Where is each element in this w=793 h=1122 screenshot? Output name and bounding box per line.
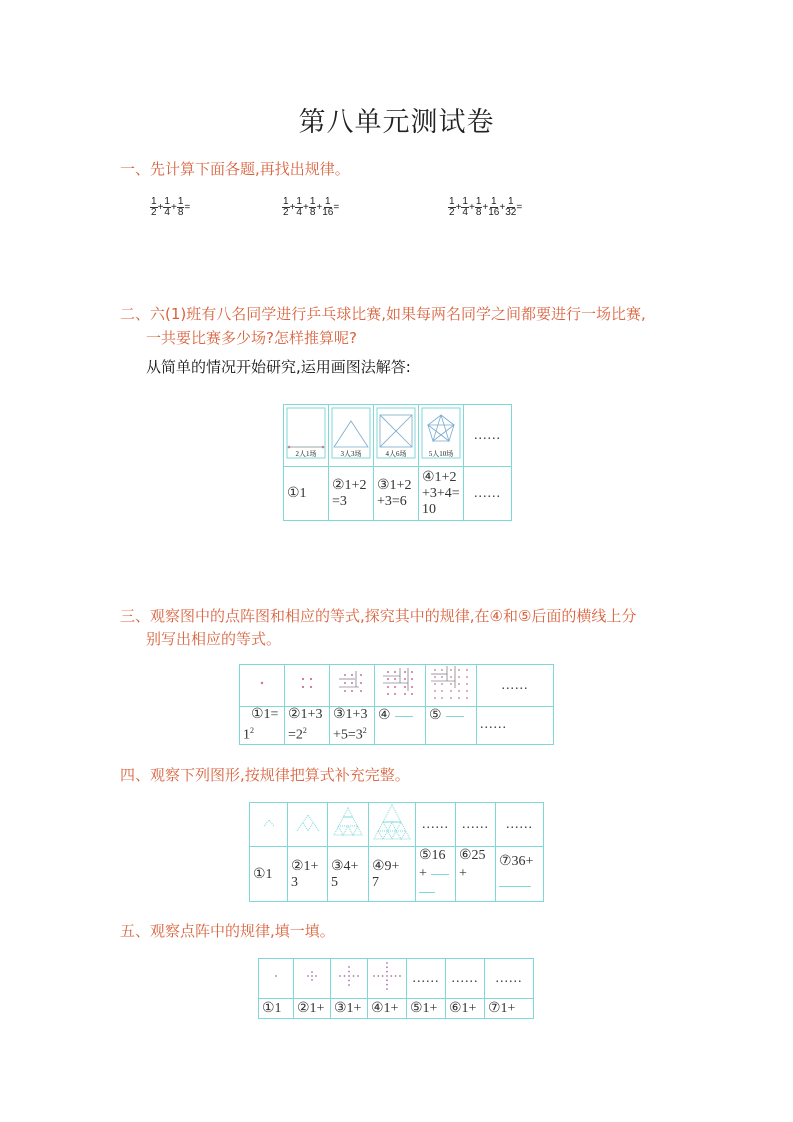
dot-pattern-icon: [429, 665, 473, 701]
fraction: $\frac{1}{2}$: [151, 196, 157, 218]
dot-cross-2: [294, 959, 331, 999]
svg-text:4人6场: 4人6场: [385, 450, 407, 458]
answer-blank[interactable]: [395, 715, 413, 717]
equation-cell-3: ③1+3 $+5=3^2$: [330, 707, 375, 745]
ellipsis-cell: ......: [496, 803, 544, 847]
fraction: $\frac{1}{4}$: [296, 196, 302, 218]
plus-sign: +: [170, 202, 177, 213]
plus-sign: +: [455, 202, 462, 213]
sum-cell-5[interactable]: ⑤16 +: [416, 847, 456, 902]
sum-cell-6[interactable]: ⑥25 +: [456, 847, 496, 902]
dot-cross-icon: [300, 964, 324, 988]
svg-text:3人3场: 3人3场: [340, 450, 362, 458]
dot-pattern-icon: [247, 668, 277, 698]
triangle-figure-4: [369, 803, 416, 847]
formula-3: [448, 197, 522, 218]
count-cell-4[interactable]: ④1+: [368, 999, 407, 1019]
question-4-heading: 四、观察下列图形,按规律把算式补充完整。: [120, 766, 410, 784]
answer-cell-3: ③1+2 +3=6: [374, 467, 419, 521]
question-2-heading-line2: 一共要比赛多少场?怎样推算呢?: [146, 329, 357, 347]
handshake-table: [283, 404, 512, 521]
answer-blank[interactable]: [431, 873, 449, 875]
count-cell-5[interactable]: ⑤1+: [407, 999, 446, 1019]
triangle-dot-icon: [293, 809, 323, 835]
dot-cross-3: [331, 959, 368, 999]
triangle-dot-icon: [259, 812, 279, 832]
dot-pattern-icon: [292, 668, 322, 698]
fraction: $\frac{1}{16}$: [322, 196, 334, 218]
question-3-heading-line1: 三、观察图中的点阵图和相应的等式,探究其中的规律,在④和⑤后面的横线上分: [120, 607, 637, 625]
equals-sign: =: [184, 202, 191, 213]
equation-cell-5-blank[interactable]: ⑤: [426, 707, 477, 745]
dot-cross-1: [259, 959, 294, 999]
answer-blank[interactable]: [419, 891, 435, 893]
line-segment-icon: [286, 407, 326, 459]
sum-cell-7[interactable]: ⑦36+: [496, 847, 544, 902]
dot-cross-4: [368, 959, 407, 999]
sum-cell-4: ④9+ 7: [369, 847, 416, 902]
ellipsis-cell: ......: [456, 803, 496, 847]
dot-grid-2: [285, 665, 330, 707]
pentagon-star-icon: [421, 407, 461, 459]
dot-grid-5: [426, 665, 477, 707]
triangle-figure-3: [328, 803, 369, 847]
plus-sign: +: [157, 202, 164, 213]
fraction: $\frac{1}{8}$: [309, 196, 316, 218]
fraction: $\frac{1}{4}$: [462, 196, 468, 218]
plus-sign: +: [316, 202, 323, 213]
plus-sign: +: [482, 202, 489, 213]
fraction: $\frac{1}{4}$: [164, 196, 170, 218]
count-cell-6[interactable]: ⑥1+: [446, 999, 485, 1019]
count-cell-7[interactable]: ⑦1+: [485, 999, 534, 1019]
sum-cell-3: ③4+ 5: [328, 847, 369, 902]
dot-pattern-icon: [380, 666, 420, 700]
fraction: $\frac{1}{8}$: [475, 196, 482, 218]
equals-sign: =: [333, 202, 340, 213]
svg-text:5人10场: 5人10场: [428, 450, 454, 458]
dot-cross-table: [258, 958, 534, 1019]
equation-cell-4-blank[interactable]: ④: [375, 707, 426, 745]
ellipsis-cell: ......: [407, 959, 446, 999]
dot-pattern-icon: [335, 668, 369, 698]
count-cell-2[interactable]: ②1+: [294, 999, 331, 1019]
ellipsis-cell: ......: [446, 959, 485, 999]
fraction: $\frac{1}{32}$: [505, 196, 517, 218]
page-title: 第八单元测试卷: [298, 107, 495, 138]
answer-cell-1: ①1: [284, 467, 329, 521]
answer-cell-4: ④1+2 +3+4= 10: [419, 467, 464, 521]
plus-sign: +: [499, 202, 506, 213]
sum-cell-2: ②1+ 3: [288, 847, 328, 902]
triangle-icon: [331, 407, 371, 459]
fraction: $\frac{1}{16}$: [488, 196, 500, 218]
triangle-figure-2: [288, 803, 328, 847]
triangle-figure-1: [250, 803, 288, 847]
formula-2: [282, 197, 339, 218]
ellipsis-cell: ......: [416, 803, 456, 847]
diagram-2-people: [284, 405, 329, 467]
count-cell-1: ①1: [259, 999, 294, 1019]
diagram-3-people: [329, 405, 374, 467]
ellipsis-cell: ......: [477, 665, 554, 707]
dot-grid-3: [330, 665, 375, 707]
dot-grid-4: [375, 665, 426, 707]
dot-cross-icon: [266, 966, 286, 986]
question-5-heading: 五、观察点阵中的规律,填一填。: [120, 922, 335, 940]
fraction: $\frac{1}{2}$: [283, 196, 289, 218]
formula-1: [150, 197, 190, 218]
answer-ellipsis: ......: [464, 467, 512, 521]
sum-cell-1: ①1: [250, 847, 288, 902]
question-3-heading-line2: 别写出相应的等式。: [146, 630, 282, 648]
dot-grid-1: [240, 665, 285, 707]
diagram-5-people: [419, 405, 464, 467]
answer-blank[interactable]: [499, 885, 531, 887]
equals-sign: =: [516, 202, 523, 213]
triangle-table: [249, 802, 544, 902]
plus-sign: +: [302, 202, 309, 213]
dot-square-table: [239, 664, 554, 745]
plus-sign: +: [289, 202, 296, 213]
plus-sign: +: [468, 202, 475, 213]
question-1-heading: 一、先计算下面各题,再找出规律。: [120, 160, 350, 178]
diagram-4-people: [374, 405, 419, 467]
svg-text:2人1场: 2人1场: [295, 450, 317, 458]
answer-blank[interactable]: [446, 715, 464, 717]
triangle-dot-icon: [372, 803, 412, 841]
question-2-heading-line1: 二、六(1)班有八名同学进行乒乓球比赛,如果每两名同学之间都要进行一场比赛,: [120, 305, 646, 323]
fraction: $\frac{1}{8}$: [177, 196, 184, 218]
fraction: $\frac{1}{2}$: [449, 196, 455, 218]
count-cell-3[interactable]: ③1+: [331, 999, 368, 1019]
equation-ellipsis: ......: [477, 707, 554, 745]
answer-cell-2: ②1+2 =3: [329, 467, 374, 521]
dot-cross-icon: [335, 962, 363, 990]
triangle-dot-icon: [331, 805, 365, 839]
question-2-instruction: 从简单的情况开始研究,运用画图法解答:: [146, 358, 411, 376]
dot-cross-icon: [371, 960, 403, 992]
equation-cell-1: ①1= $1^2$: [240, 707, 285, 745]
ellipsis-cell: ......: [464, 405, 512, 467]
equation-cell-2: ②1+3 $=2^2$: [285, 707, 330, 745]
ellipsis-cell: ......: [485, 959, 534, 999]
square-diagonals-icon: [376, 407, 416, 459]
